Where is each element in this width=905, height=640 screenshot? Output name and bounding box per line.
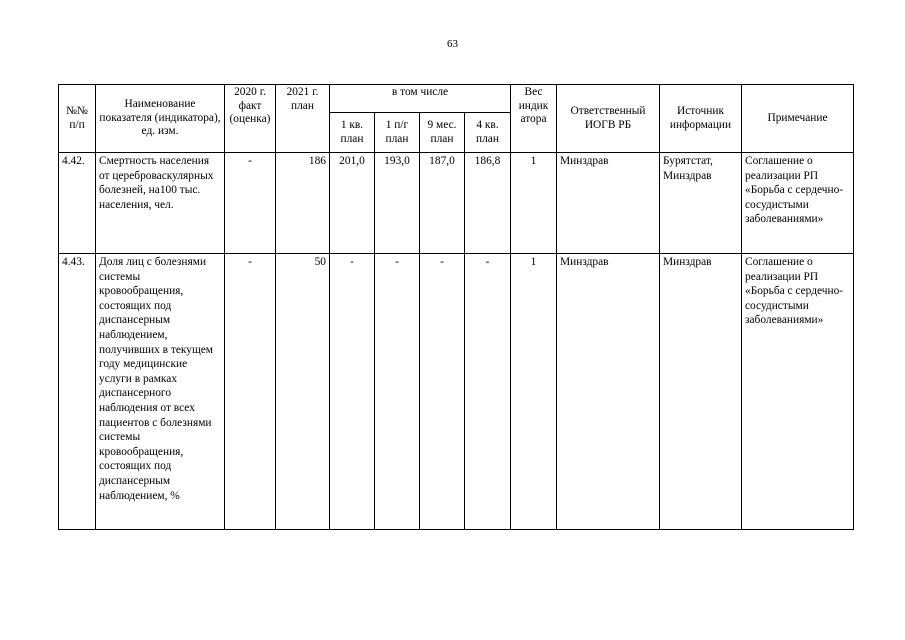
header-m9: 9 мес. план: [420, 113, 465, 153]
table-row: [59, 254, 854, 530]
header-h1: 1 п/г план: [375, 113, 420, 153]
row-weight: 1: [511, 254, 557, 530]
header-name: Наименование показателя (индикатора), ед. изм.: [96, 85, 225, 153]
header-fact-2020: 2020 г. факт (оценка): [225, 85, 276, 153]
row-fact-2020: -: [225, 254, 276, 530]
indicators-table: [58, 84, 854, 530]
page-number: 63: [447, 38, 458, 50]
header-plan-2021: 2021 г. план: [276, 85, 330, 153]
row-m9: -: [420, 254, 465, 530]
header-including: в том числе: [330, 85, 511, 113]
row-name: Смертность населения от цереброваскулярных болезней, на100 тыс. населения, чел.: [96, 153, 225, 254]
header-row: [59, 85, 854, 113]
row-note: Соглашение о реализации РП «Борьба с сердечно-сосудистыми заболеваниями»: [742, 153, 854, 254]
header-q4: 4 кв. план: [465, 113, 511, 153]
row-h1: -: [375, 254, 420, 530]
table-row: [59, 153, 854, 254]
row-q4: -: [465, 254, 511, 530]
row-name: Доля лиц с болезнями системы кровообращения, состоящих под диспансерным наблюдением, получивших в текущем году медицинские услуги в рамках диспансерного наблюдения от всех пациентов с болезнями системы кровообращения, состоящих под диспансерным наблюдением, %: [96, 254, 225, 530]
header-q1: 1 кв. план: [330, 113, 375, 153]
header-responsible: Ответственный ИОГВ РБ: [557, 85, 660, 153]
row-weight: 1: [511, 153, 557, 254]
row-note: Соглашение о реализации РП «Борьба с сердечно-сосудистыми заболеваниями»: [742, 254, 854, 530]
header-source: Источник информации: [660, 85, 742, 153]
row-q1: 201,0: [330, 153, 375, 254]
row-m9: 187,0: [420, 153, 465, 254]
row-source: Минздрав: [660, 254, 742, 530]
row-num: 4.42.: [59, 153, 96, 254]
row-q4: 186,8: [465, 153, 511, 254]
row-source: Бурятстат, Минздрав: [660, 153, 742, 254]
header-note: Примечание: [742, 85, 854, 153]
row-responsible: Минздрав: [557, 153, 660, 254]
row-num: 4.43.: [59, 254, 96, 530]
header-num: №№ п/п: [59, 85, 96, 153]
row-q1: -: [330, 254, 375, 530]
row-responsible: Минздрав: [557, 254, 660, 530]
header-weight: Вес индик атора: [511, 85, 557, 153]
row-plan-2021: 186: [276, 153, 330, 254]
row-fact-2020: -: [225, 153, 276, 254]
row-h1: 193,0: [375, 153, 420, 254]
row-plan-2021: 50: [276, 254, 330, 530]
